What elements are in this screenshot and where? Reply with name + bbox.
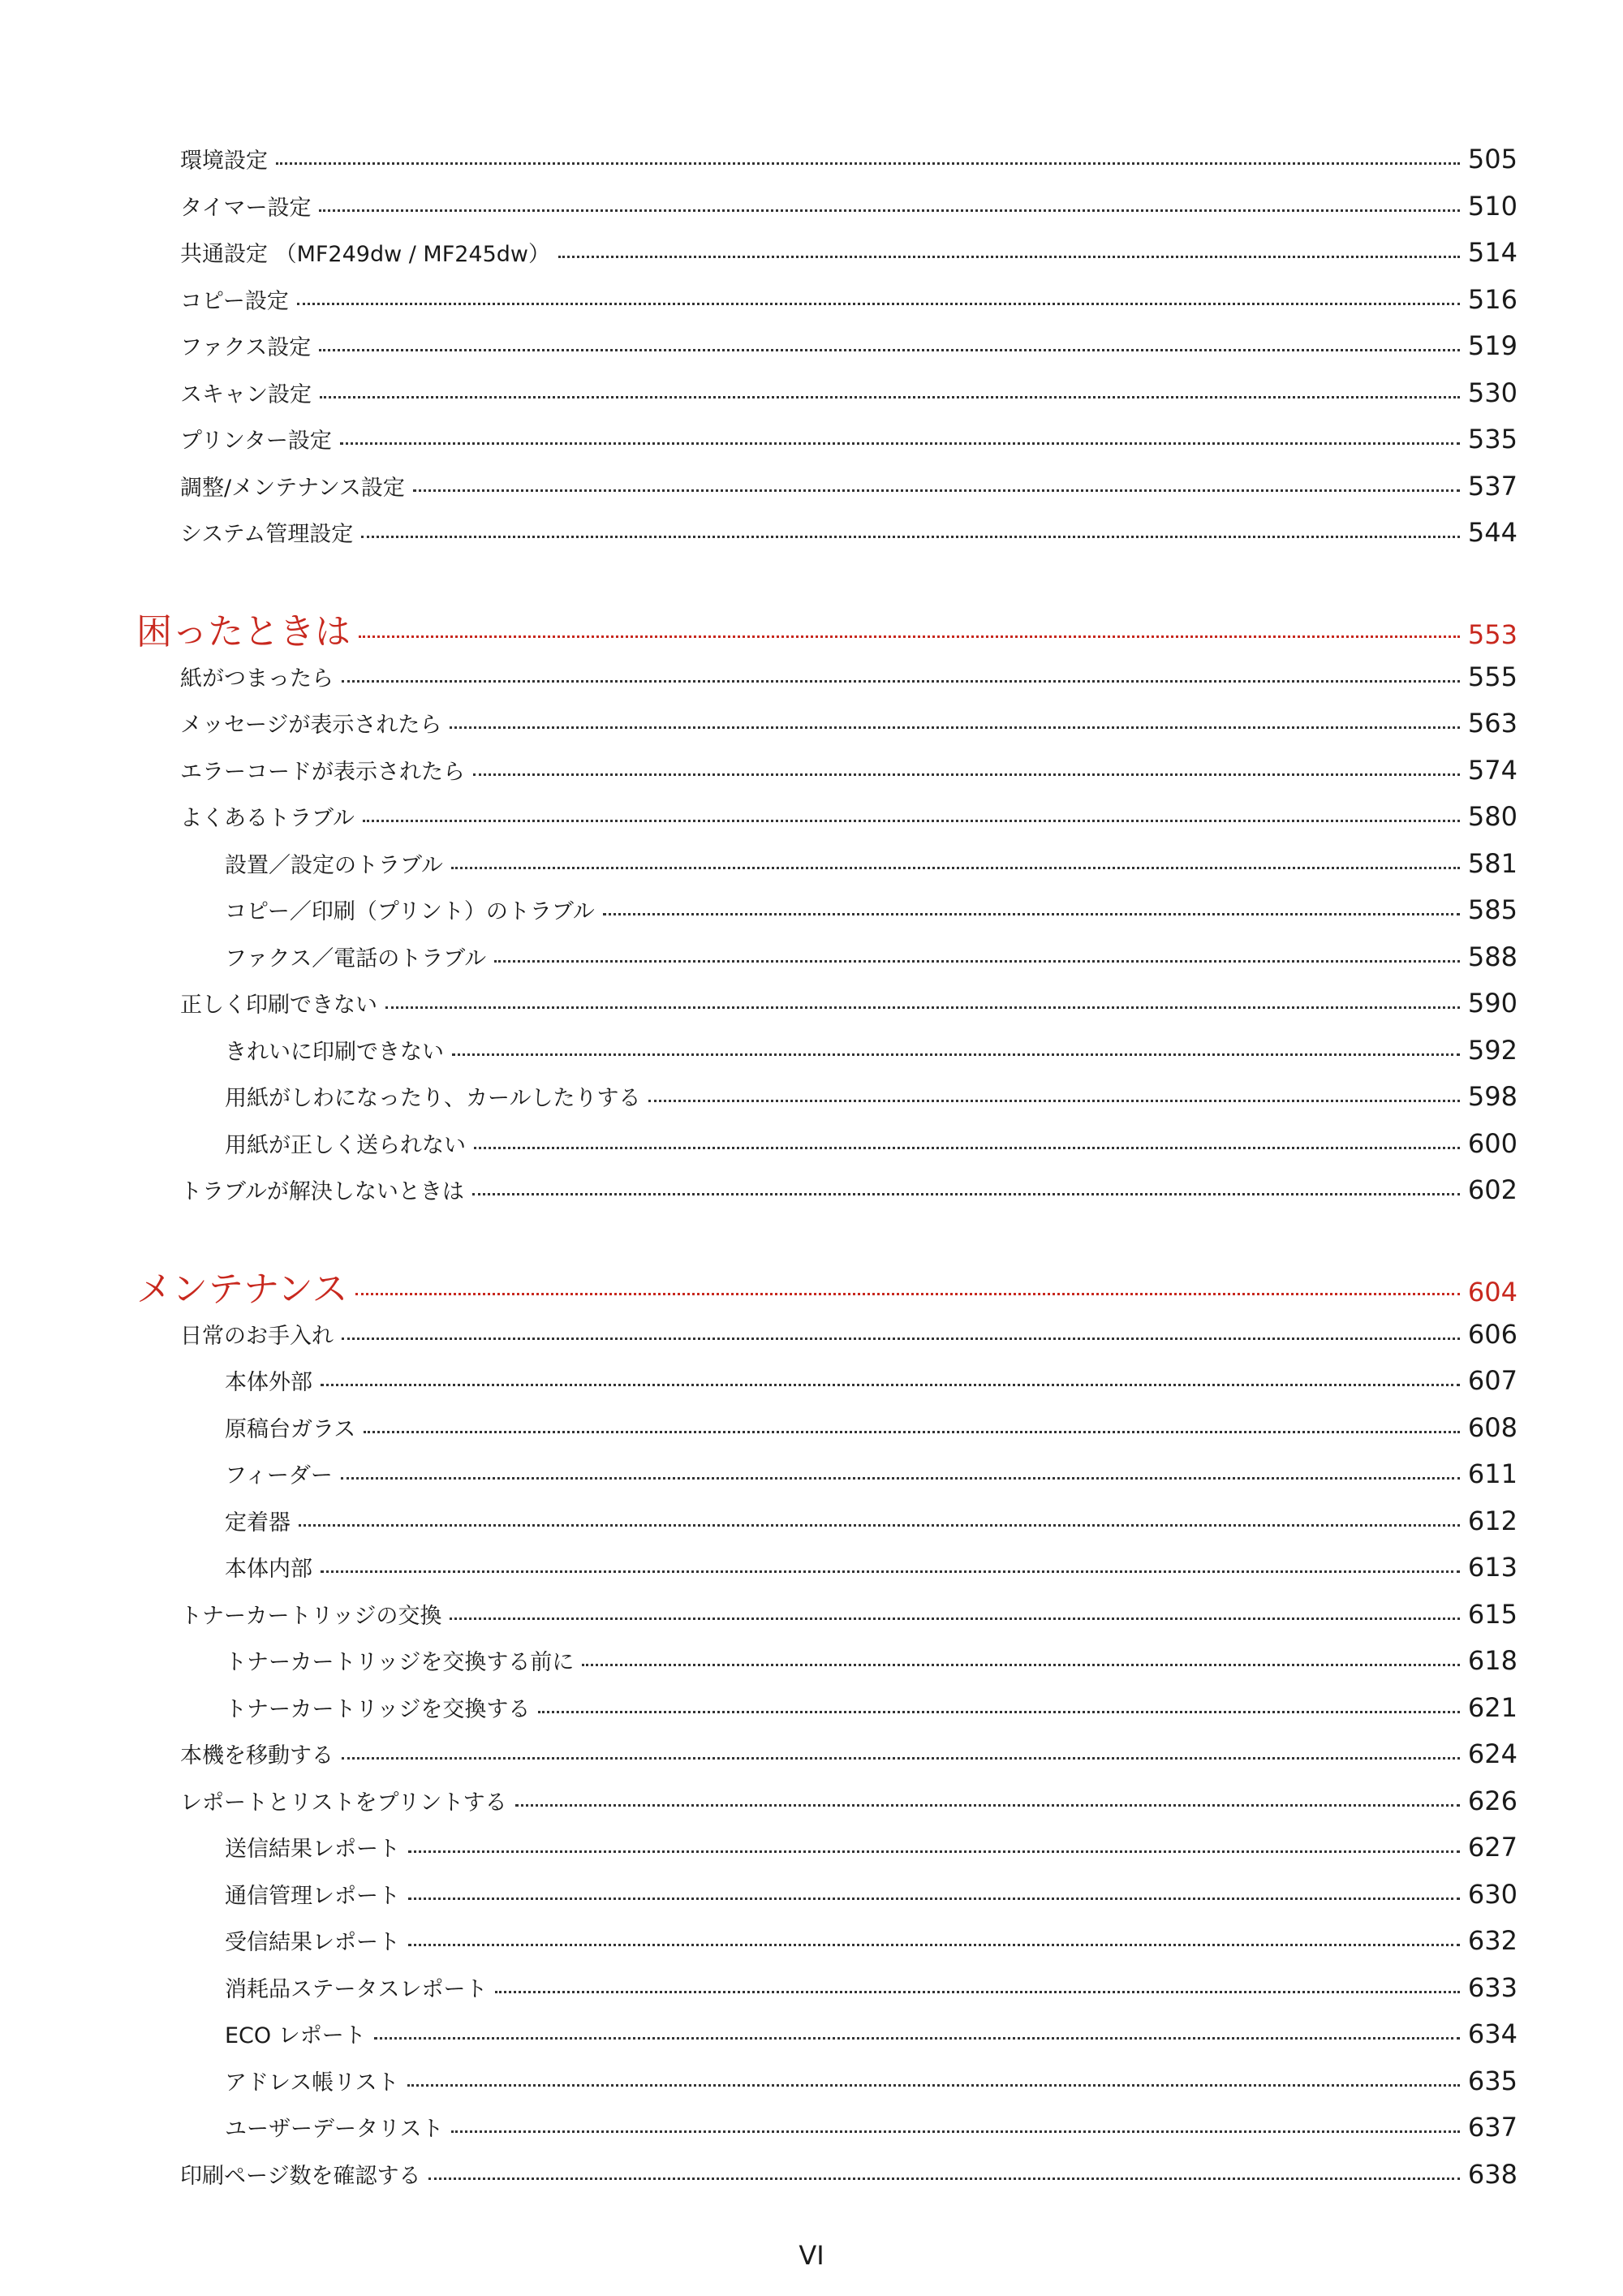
toc-page-number: 634 xyxy=(1467,2018,1518,2049)
dot-leader xyxy=(363,820,1460,822)
toc-page-number: 574 xyxy=(1467,754,1518,786)
toc-entry-title: ファクス／電話のトラブル xyxy=(225,946,487,971)
toc-page-number: 606 xyxy=(1467,1318,1518,1350)
dot-leader xyxy=(451,867,1460,869)
toc-page-number: 607 xyxy=(1467,1365,1518,1396)
toc-entry-link[interactable] xyxy=(225,894,1518,925)
page-number: VI xyxy=(799,2240,824,2271)
toc-entry-link[interactable] xyxy=(225,1644,1518,1676)
toc-page-number: 598 xyxy=(1467,1081,1518,1112)
toc-entry-link[interactable] xyxy=(180,516,1518,548)
dot-leader xyxy=(495,1991,1459,1993)
toc-page-number: 633 xyxy=(1467,1971,1518,2003)
toc-entry-title: プリンター設定 xyxy=(180,429,332,454)
dot-leader xyxy=(342,1757,1460,1760)
dot-leader xyxy=(342,680,1460,683)
toc-page-number: 592 xyxy=(1467,1034,1518,1066)
toc-page-number: 632 xyxy=(1467,1925,1518,1956)
toc-entry-link[interactable] xyxy=(225,1551,1518,1583)
toc-page-number: 608 xyxy=(1467,1411,1518,1443)
toc-entry-link[interactable] xyxy=(225,1505,1518,1536)
dot-leader xyxy=(494,960,1460,963)
toc-entry-title: フィーダー xyxy=(225,1463,333,1488)
dot-leader xyxy=(385,1006,1460,1009)
toc-entry-title: トナーカートリッジを交換する xyxy=(225,1696,531,1722)
toc-entry-link[interactable] xyxy=(225,941,1518,972)
toc-entry-link[interactable] xyxy=(225,1458,1518,1489)
dot-leader xyxy=(359,635,1460,638)
toc-entry-link[interactable] xyxy=(180,800,1518,832)
toc-entry-title: メンテナンス xyxy=(136,1268,348,1310)
dot-leader xyxy=(413,489,1460,492)
dot-leader xyxy=(341,1477,1460,1480)
toc-page-number: 638 xyxy=(1467,2158,1518,2190)
toc-entry-title: 用紙が正しく送られない xyxy=(225,1132,466,1158)
dot-leader xyxy=(451,2130,1459,2133)
toc-page-number: 553 xyxy=(1467,618,1518,650)
dot-leader xyxy=(408,1850,1460,1853)
toc-page-number: 516 xyxy=(1467,283,1518,315)
toc-entry-link[interactable] xyxy=(180,143,1518,174)
toc-entry-title: 本体内部 xyxy=(225,1557,312,1582)
toc-entry-title: 通信管理レポート xyxy=(225,1883,400,1909)
toc-entry-link[interactable] xyxy=(180,1598,1518,1630)
toc-page-number: 555 xyxy=(1467,661,1518,692)
dot-leader xyxy=(340,442,1460,445)
dot-leader xyxy=(297,303,1460,305)
dot-leader xyxy=(428,2178,1459,2180)
dot-leader xyxy=(538,1711,1460,1713)
dot-leader xyxy=(321,1384,1460,1386)
dot-leader xyxy=(374,2037,1460,2040)
toc-entry-title: レポートとリストをプリントする xyxy=(180,1790,507,1816)
dot-leader xyxy=(603,913,1460,915)
toc-entry-title: 本体外部 xyxy=(225,1370,312,1395)
toc-entry-link[interactable] xyxy=(180,330,1518,361)
toc-page-number: 602 xyxy=(1467,1174,1518,1205)
toc-entry-link[interactable] xyxy=(180,754,1518,786)
toc-page-number: 505 xyxy=(1467,144,1518,174)
toc-entry-title: 原稿台ガラス xyxy=(225,1416,356,1442)
dot-leader xyxy=(450,1618,1460,1620)
toc-page-number: 635 xyxy=(1467,2065,1518,2096)
toc-entry-link[interactable] xyxy=(225,1080,1518,1112)
dot-leader xyxy=(407,2084,1460,2087)
toc-entry-link[interactable] xyxy=(180,2158,1518,2190)
dot-leader xyxy=(319,349,1460,351)
toc-page-number: 624 xyxy=(1467,1738,1518,1769)
toc-entry-link[interactable] xyxy=(180,707,1518,739)
toc-entry-title: 印刷ページ数を確認する xyxy=(180,2163,421,2189)
toc-page-number: 600 xyxy=(1467,1127,1518,1159)
toc-page-number: 514 xyxy=(1467,237,1518,268)
toc-page-number: 535 xyxy=(1467,424,1518,454)
dot-leader xyxy=(342,1338,1460,1340)
toc-entry-link[interactable] xyxy=(180,1174,1518,1205)
toc-entry-link[interactable] xyxy=(225,1831,1518,1863)
toc-entry-link[interactable] xyxy=(180,283,1518,315)
dot-leader xyxy=(321,1570,1460,1573)
toc-entry-title: ファクス設定 xyxy=(180,335,312,360)
toc-entry-link[interactable] xyxy=(225,1691,1518,1723)
toc-entry-title: タイマー設定 xyxy=(180,195,312,221)
toc-page-number: 590 xyxy=(1467,988,1518,1019)
dot-leader xyxy=(319,209,1459,212)
toc-entry-link[interactable] xyxy=(225,1971,1518,2003)
toc-entry-title: コピー設定 xyxy=(180,288,289,314)
dot-leader xyxy=(450,726,1460,729)
dot-leader xyxy=(361,536,1460,538)
toc-entry-title: 紙がつまったら xyxy=(180,666,334,691)
toc-entry-link[interactable] xyxy=(180,661,1518,692)
toc-entry-title: 困ったときは xyxy=(136,610,351,653)
toc-entry-link[interactable] xyxy=(180,987,1518,1019)
toc-entry-link[interactable] xyxy=(225,1924,1518,1956)
toc-entry-title: スキャン設定 xyxy=(180,381,312,407)
toc-page-number: 530 xyxy=(1467,377,1518,408)
toc-page-number: 618 xyxy=(1467,1645,1518,1676)
toc-entry-link[interactable] xyxy=(180,1785,1518,1816)
dot-leader xyxy=(355,1293,1459,1295)
toc-entry-title: メッセージが表示されたら xyxy=(180,713,442,738)
dot-leader xyxy=(452,1053,1460,1056)
toc-page-number: 544 xyxy=(1467,517,1518,548)
toc-entry-link[interactable] xyxy=(180,236,1518,268)
toc-page-number: 630 xyxy=(1467,1878,1518,1910)
toc-entry-link[interactable] xyxy=(180,423,1518,454)
toc-chapter-link[interactable] xyxy=(136,602,1518,654)
toc-page-number: 581 xyxy=(1467,847,1518,879)
dot-leader xyxy=(648,1100,1459,1102)
toc-page-number: 604 xyxy=(1467,1276,1518,1307)
toc-entry-title: エラーコードが表示されたら xyxy=(180,759,465,785)
toc-entry-title: 本機を移動する xyxy=(180,1743,334,1768)
toc-entry-link[interactable] xyxy=(180,1318,1518,1350)
dot-leader xyxy=(299,1524,1460,1527)
toc-entry-title: 正しく印刷できない xyxy=(180,993,377,1018)
toc-entry-title: アドレス帳リスト xyxy=(225,2070,399,2096)
dot-leader xyxy=(515,1804,1460,1807)
toc-entry-title: 定着器 xyxy=(225,1510,291,1536)
toc-entry-title: トラブルが解決しないときは xyxy=(180,1179,464,1204)
toc-chapter-link[interactable] xyxy=(136,1260,1518,1312)
toc-entry-link[interactable] xyxy=(180,470,1518,502)
toc-page-number: 626 xyxy=(1467,1785,1518,1816)
dot-leader xyxy=(408,1898,1460,1900)
dot-leader xyxy=(276,162,1460,165)
toc-page-number: 537 xyxy=(1467,470,1518,502)
toc-page-number: 611 xyxy=(1467,1458,1518,1489)
dot-leader xyxy=(320,396,1460,398)
toc-entry-title: きれいに印刷できない xyxy=(225,1039,444,1065)
toc-entry-title: 受信結果レポート xyxy=(225,1930,400,1955)
toc-entry-title: システム管理設定 xyxy=(180,522,354,547)
toc-entry-title: 調整/メンテナンス設定 xyxy=(180,475,405,501)
dot-leader xyxy=(474,1147,1460,1149)
toc-page-number: 519 xyxy=(1467,330,1518,361)
toc-entry-title: 送信結果レポート xyxy=(225,1837,400,1862)
toc-entry-title: よくあるトラブル xyxy=(180,806,355,831)
dot-leader xyxy=(473,773,1460,776)
toc-entry-link[interactable] xyxy=(225,1034,1518,1066)
toc-entry-title: トナーカートリッジを交換する前に xyxy=(225,1650,575,1675)
toc-page-number: 563 xyxy=(1467,708,1518,739)
toc-page-number: 613 xyxy=(1467,1552,1518,1583)
toc-entry-title: 共通設定 （MF249dw / MF245dw） xyxy=(180,242,551,267)
toc-entry-title: ユーザーデータリスト xyxy=(225,2117,444,2142)
toc-entry-title: コピー／印刷（プリント）のトラブル xyxy=(225,899,595,924)
dot-leader xyxy=(558,256,1460,258)
toc-page-number: 580 xyxy=(1467,801,1518,832)
toc-entry-title: トナーカートリッジの交換 xyxy=(180,1603,442,1629)
toc-entry-link[interactable] xyxy=(225,2111,1518,2143)
toc-page-number: 612 xyxy=(1467,1505,1518,1536)
toc-entry-title: 日常のお手入れ xyxy=(180,1323,334,1349)
toc-entry-title: 設置／設定のトラブル xyxy=(225,852,443,878)
toc-entry-title: 消耗品ステータスレポート xyxy=(225,1976,488,2002)
toc-entry-link[interactable] xyxy=(225,2018,1518,2049)
toc-entry-link[interactable] xyxy=(225,1127,1518,1159)
toc-entry-link[interactable] xyxy=(180,190,1518,222)
toc-entry-title: ECO レポート xyxy=(225,2023,366,2048)
toc-entry-link[interactable] xyxy=(180,377,1518,408)
toc-entry-link[interactable] xyxy=(180,1738,1518,1769)
toc-entry-link[interactable] xyxy=(225,1364,1518,1396)
toc-page-number: 585 xyxy=(1467,894,1518,925)
toc-page-number: 627 xyxy=(1467,1832,1518,1863)
toc-page-number: 621 xyxy=(1467,1691,1518,1723)
toc-entry-link[interactable] xyxy=(225,1411,1518,1443)
toc-entry-link[interactable] xyxy=(225,2065,1518,2096)
toc-page-number: 510 xyxy=(1467,190,1518,222)
toc-entry-title: 用紙がしわになったり、カールしたりする xyxy=(225,1086,641,1111)
dot-leader xyxy=(408,1944,1460,1946)
toc-entry-link[interactable] xyxy=(225,847,1518,879)
toc-entry-link[interactable] xyxy=(225,1878,1518,1910)
dot-leader xyxy=(364,1431,1460,1433)
toc-page-number: 637 xyxy=(1467,2112,1518,2143)
toc-page-number: 615 xyxy=(1467,1598,1518,1630)
dot-leader xyxy=(472,1193,1460,1195)
toc-entry-title: 環境設定 xyxy=(180,149,268,174)
toc-page-number: 588 xyxy=(1467,941,1518,972)
dot-leader xyxy=(582,1664,1460,1666)
